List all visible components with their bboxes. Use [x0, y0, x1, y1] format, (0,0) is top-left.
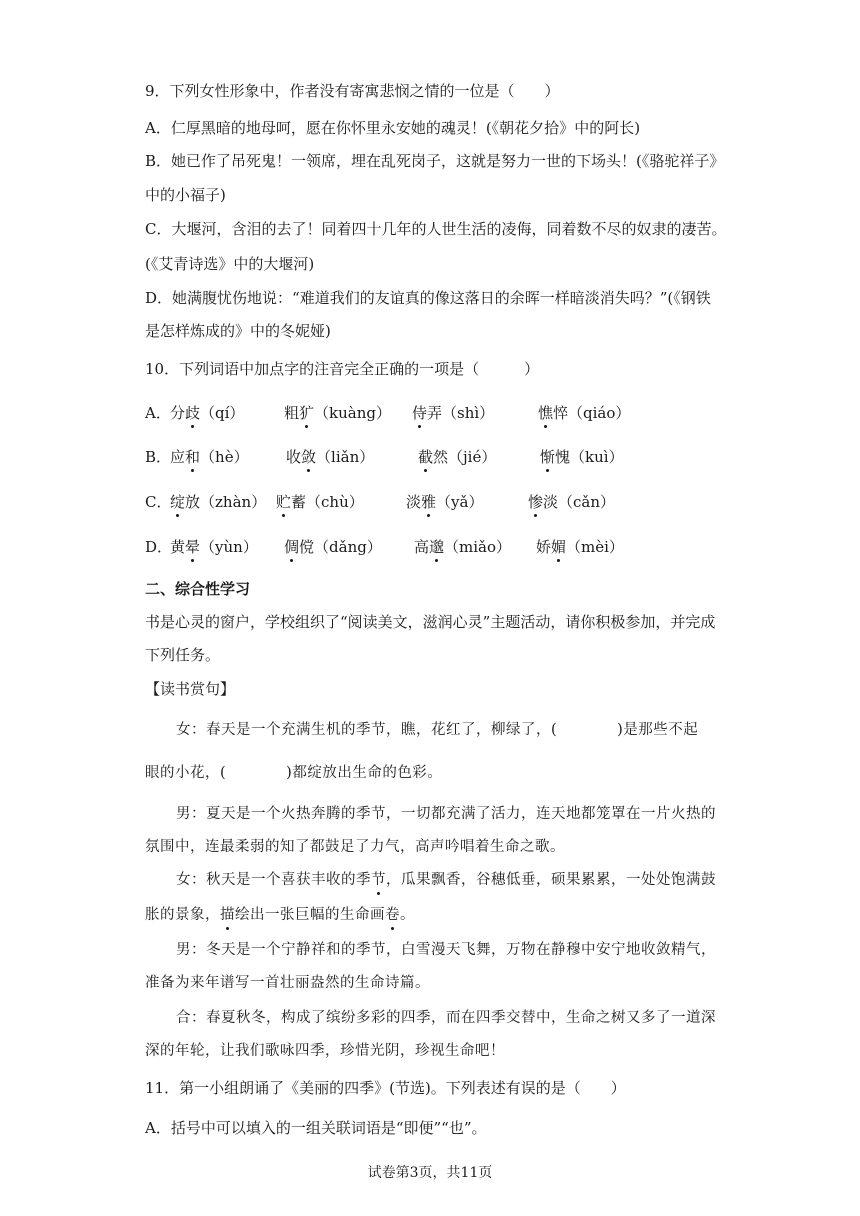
q10-word: 黄晕（yùn） [170, 538, 258, 556]
q9-option-c: C．大堰河，含泪的去了！同着四十几年的人世生活的凌侮，同着数不尽的奴隶的凄苦。 [145, 220, 727, 238]
passage-chorus-cont: 深的年轮，让我们歌咏四季，珍惜光阴，珍视生命吧！ [145, 1043, 505, 1059]
q10-word: 贮蓄（chù） [276, 493, 364, 511]
subsection-title: 【读书赏句】 [145, 680, 236, 698]
passage-summer-cont: 氛围中，连最柔弱的知了都鼓足了力气，高声吟唱着生命之歌。 [145, 839, 565, 855]
q9-option-d-cont: 是怎样炼成的》中的冬妮娅) [145, 322, 331, 340]
q10-word: 截然（jié） [418, 448, 497, 466]
section-intro: 书是心灵的窗户，学校组织了“阅读美文，滋润心灵”主题活动，请你积极参加，并完成 [145, 613, 716, 631]
q9-option-b-cont: 中的小福子) [145, 186, 226, 204]
q10-word: 憔悴（qiáo） [538, 404, 631, 422]
q10-row-label: C． [145, 493, 172, 511]
q10-word: 应和（hè） [170, 448, 249, 466]
passage-autumn-cont: 胀的景象，描绘出一张巨幅的生命画卷。 [145, 904, 415, 926]
passage-spring-cont: 眼的小花，( )都绽放出生命的色彩。 [145, 765, 443, 781]
q10-word: 绽放（zhàn） [170, 493, 267, 511]
q10-stem: 10．下列词语中加点字的注音完全正确的一项是（ ） [145, 360, 540, 378]
page-footer: 试卷第3页，共11页 [367, 1165, 493, 1181]
q10-word: 淡雅（yǎ） [406, 493, 484, 511]
passage-winter-cont: 准备为来年谱写一首壮丽盎然的生命诗篇。 [145, 975, 430, 991]
q10-word: 粗犷（kuàng） [284, 404, 391, 422]
q9-option-a: A．仁厚黑暗的地母呵，愿在你怀里永安她的魂灵！(《朝花夕拾》中的阿长) [145, 119, 641, 137]
passage-summer: 男：夏天是一个火热奔腾的季节，一切都充满了活力，连天地都笼罩在一片火热的 [176, 806, 716, 822]
q10-word: 高邈（miǎo） [414, 538, 512, 556]
q11-option-a: A．括号中可以填入的一组关联词语是“即便”“也”。 [145, 1119, 487, 1137]
q10-word: 惨淡（cǎn） [528, 493, 616, 511]
q10-row-label: A． [145, 404, 171, 422]
q10-word: 分歧（qí） [170, 404, 245, 422]
q9-stem: 9．下列女性形象中，作者没有寄寓悲悯之情的一位是（ ） [145, 82, 560, 100]
q10-word: 侍弄（shì） [412, 404, 495, 422]
q10-word: 娇媚（mèi） [536, 538, 624, 556]
q10-row-label: D． [145, 538, 173, 556]
q9-option-b: B．她已作了吊死鬼！一领席，埋在乱死岗子，这就是努力一世的下场头！(《骆驼祥子》 [145, 152, 725, 170]
q9-option-d: D．她满腹忧伤地说：“难道我们的友谊真的像这落日的余晖一样暗淡消失吗？”(《钢铁 [145, 289, 711, 307]
q9-option-c-cont: (《艾青诗选》中的大堰河) [145, 255, 315, 273]
section-title: 二、综合性学习 [145, 580, 251, 598]
passage-chorus: 合：春夏秋冬，构成了缤纷多彩的四季，而在四季交替中，生命之树又多了一道深 [176, 1010, 716, 1026]
passage-autumn: 女：秋天是一个喜获丰收的季节，瓜果飘香，谷穗低垂，硕果累累，一处处饱满鼓 [176, 869, 716, 891]
passage-winter: 男：冬天是一个宁静祥和的季节，白雪漫天飞舞，万物在静穆中安宁地收敛精气， [176, 942, 716, 958]
q10-row-label: B． [145, 448, 172, 466]
q10-word: 倜傥（dǎng） [284, 538, 382, 556]
q10-word: 收敛（liǎn） [286, 448, 375, 466]
q10-word: 惭愧（kuì） [540, 448, 624, 466]
passage-spring: 女：春天是一个充满生机的季节，瞧，花红了，柳绿了，( )是那些不起 [176, 722, 699, 738]
section-intro-cont: 下列任务。 [145, 646, 221, 664]
q11-stem: 11．第一小组朗诵了《美丽的四季》(节选)。下列表述有误的是（ ） [145, 1079, 626, 1097]
